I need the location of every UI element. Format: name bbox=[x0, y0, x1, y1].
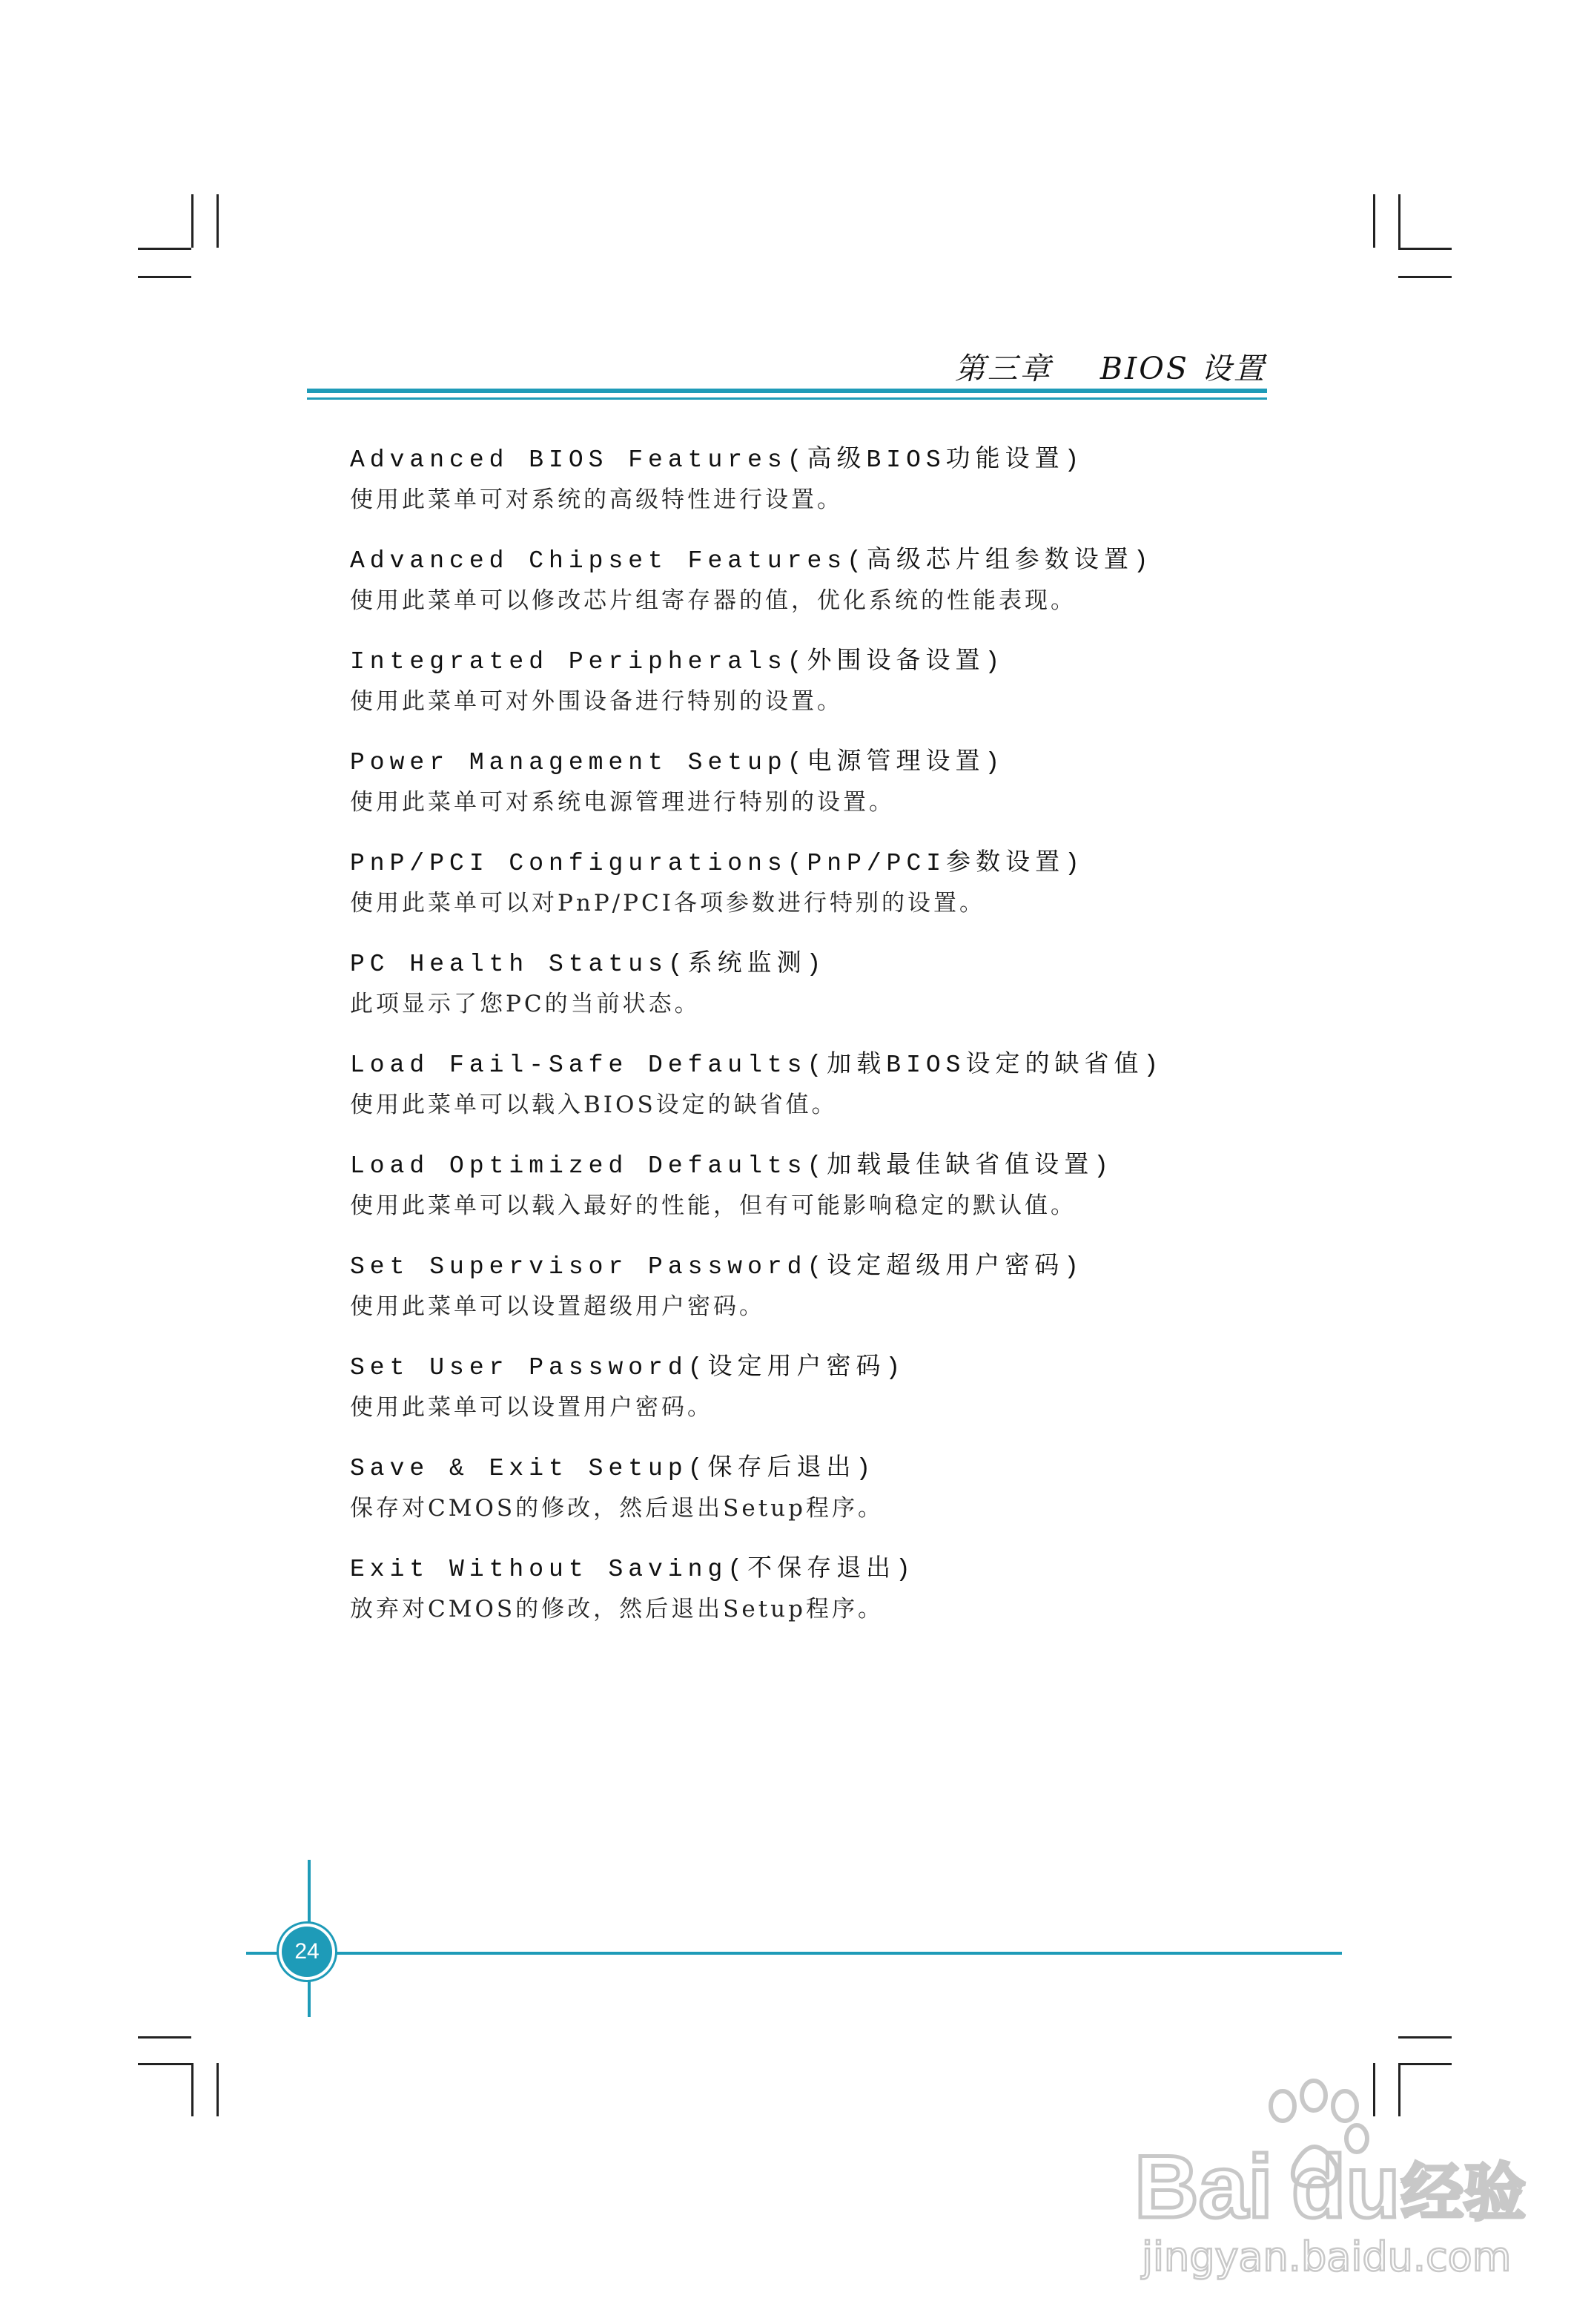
entry-title: Load Optimized Defaults(加载最佳缺省值设置) bbox=[350, 1152, 1114, 1180]
watermark-url: jingyan.baidu.com bbox=[1142, 2234, 1512, 2280]
crop-mark-bottom-left-v2 bbox=[216, 2063, 219, 2116]
entry-description: 使用此菜单可以载入最好的性能，但有可能影响稳定的默认值。 bbox=[350, 1192, 1077, 1219]
entry-advanced-bios-features bbox=[350, 440, 1462, 541]
entry-title: Advanced BIOS Features(高级BIOS功能设置) bbox=[350, 446, 1085, 474]
entry-title: Set Supervisor Password(设定超级用户密码) bbox=[350, 1253, 1085, 1281]
entry-description: 使用此菜单可以修改芯片组寄存器的值，优化系统的性能表现。 bbox=[350, 587, 1077, 614]
entry-pc-health-status bbox=[350, 945, 1462, 1046]
chapter-title: 第三章 BIOS 设置 bbox=[954, 351, 1266, 386]
entry-save-exit-setup bbox=[350, 1449, 1462, 1550]
page-number: 24 bbox=[294, 1939, 320, 1964]
crop-mark-top-right-v2 bbox=[1398, 194, 1400, 248]
crop-mark-top-right-h bbox=[1398, 248, 1452, 250]
entry-description: 使用此菜单可以对PnP/PCI各项参数进行特别的设置。 bbox=[350, 890, 985, 917]
entry-description: 使用此菜单可对系统的高级特性进行设置。 bbox=[350, 486, 843, 513]
entry-integrated-peripherals bbox=[350, 642, 1462, 743]
entry-set-supervisor-password bbox=[350, 1247, 1462, 1348]
entry-title: Advanced Chipset Features(高级芯片组参数设置) bbox=[350, 547, 1154, 575]
entry-description: 此项显示了您PC的当前状态。 bbox=[350, 991, 701, 1017]
entry-description: 放弃对CMOS的修改，然后退出Setup程序。 bbox=[350, 1596, 884, 1622]
crop-mark-top-right-v1 bbox=[1373, 194, 1375, 248]
crop-mark-top-left-h2 bbox=[138, 276, 191, 278]
entry-set-user-password bbox=[350, 1348, 1462, 1449]
crop-mark-bottom-left-h2 bbox=[138, 2063, 191, 2065]
watermark-service: 经验 bbox=[1401, 2156, 1527, 2229]
entry-description: 使用此菜单可以设置超级用户密码。 bbox=[350, 1293, 765, 1320]
entry-description: 使用此菜单可对外围设备进行特别的设置。 bbox=[350, 688, 843, 715]
entry-advanced-chipset-features bbox=[350, 541, 1462, 642]
entry-exit-without-saving bbox=[350, 1550, 1462, 1651]
entry-title: Power Management Setup(电源管理设置) bbox=[350, 749, 1005, 776]
entry-title: Integrated Peripherals(外围设备设置) bbox=[350, 648, 1005, 676]
header-rule bbox=[307, 389, 1267, 393]
entry-description: 使用此菜单可对系统电源管理进行特别的设置。 bbox=[350, 789, 895, 816]
entry-description: 使用此菜单可以设置用户密码。 bbox=[350, 1394, 713, 1421]
crop-mark-bottom-left-v1 bbox=[191, 2063, 194, 2116]
entry-title: Exit Without Saving(不保存退出) bbox=[350, 1556, 916, 1583]
entry-title: PnP/PCI Configurations(PnP/PCI参数设置) bbox=[350, 850, 1085, 877]
crop-mark-top-right-h2 bbox=[1398, 276, 1452, 278]
menu-descriptions bbox=[350, 440, 1462, 1651]
header-rule-thin bbox=[307, 397, 1267, 400]
entry-title: Load Fail-Safe Defaults(加载BIOS设定的缺省值) bbox=[350, 1052, 1164, 1079]
crop-mark-top-left-v1 bbox=[191, 194, 194, 248]
entry-load-optimized-defaults bbox=[350, 1146, 1462, 1247]
watermark-brand-du: du bbox=[1292, 2137, 1400, 2236]
entry-title: Save & Exit Setup(保存后退出) bbox=[350, 1455, 876, 1482]
entry-description: 保存对CMOS的修改，然后退出Setup程序。 bbox=[350, 1495, 884, 1522]
entry-title: PC Health Status(系统监测) bbox=[350, 951, 827, 978]
entry-pnp-pci-configurations bbox=[350, 844, 1462, 945]
crop-mark-top-left-v2 bbox=[216, 194, 219, 248]
crop-mark-bottom-right-h2 bbox=[1398, 2063, 1452, 2065]
watermark-brand: Bai bbox=[1134, 2137, 1273, 2236]
crop-mark-top-left-h bbox=[138, 248, 191, 250]
entry-load-fail-safe-defaults bbox=[350, 1046, 1462, 1146]
page-number-badge bbox=[282, 1927, 332, 1977]
footer-rule bbox=[246, 1952, 1342, 1955]
baidu-jingyan-watermark bbox=[1120, 2076, 1535, 2284]
entry-title: Set User Password(设定用户密码) bbox=[350, 1354, 906, 1381]
crop-mark-bottom-left-h bbox=[138, 2036, 191, 2039]
crop-mark-bottom-right-h bbox=[1398, 2036, 1452, 2039]
entry-power-management-setup bbox=[350, 743, 1462, 844]
entry-description: 使用此菜单可以载入BIOS设定的缺省值。 bbox=[350, 1092, 838, 1118]
